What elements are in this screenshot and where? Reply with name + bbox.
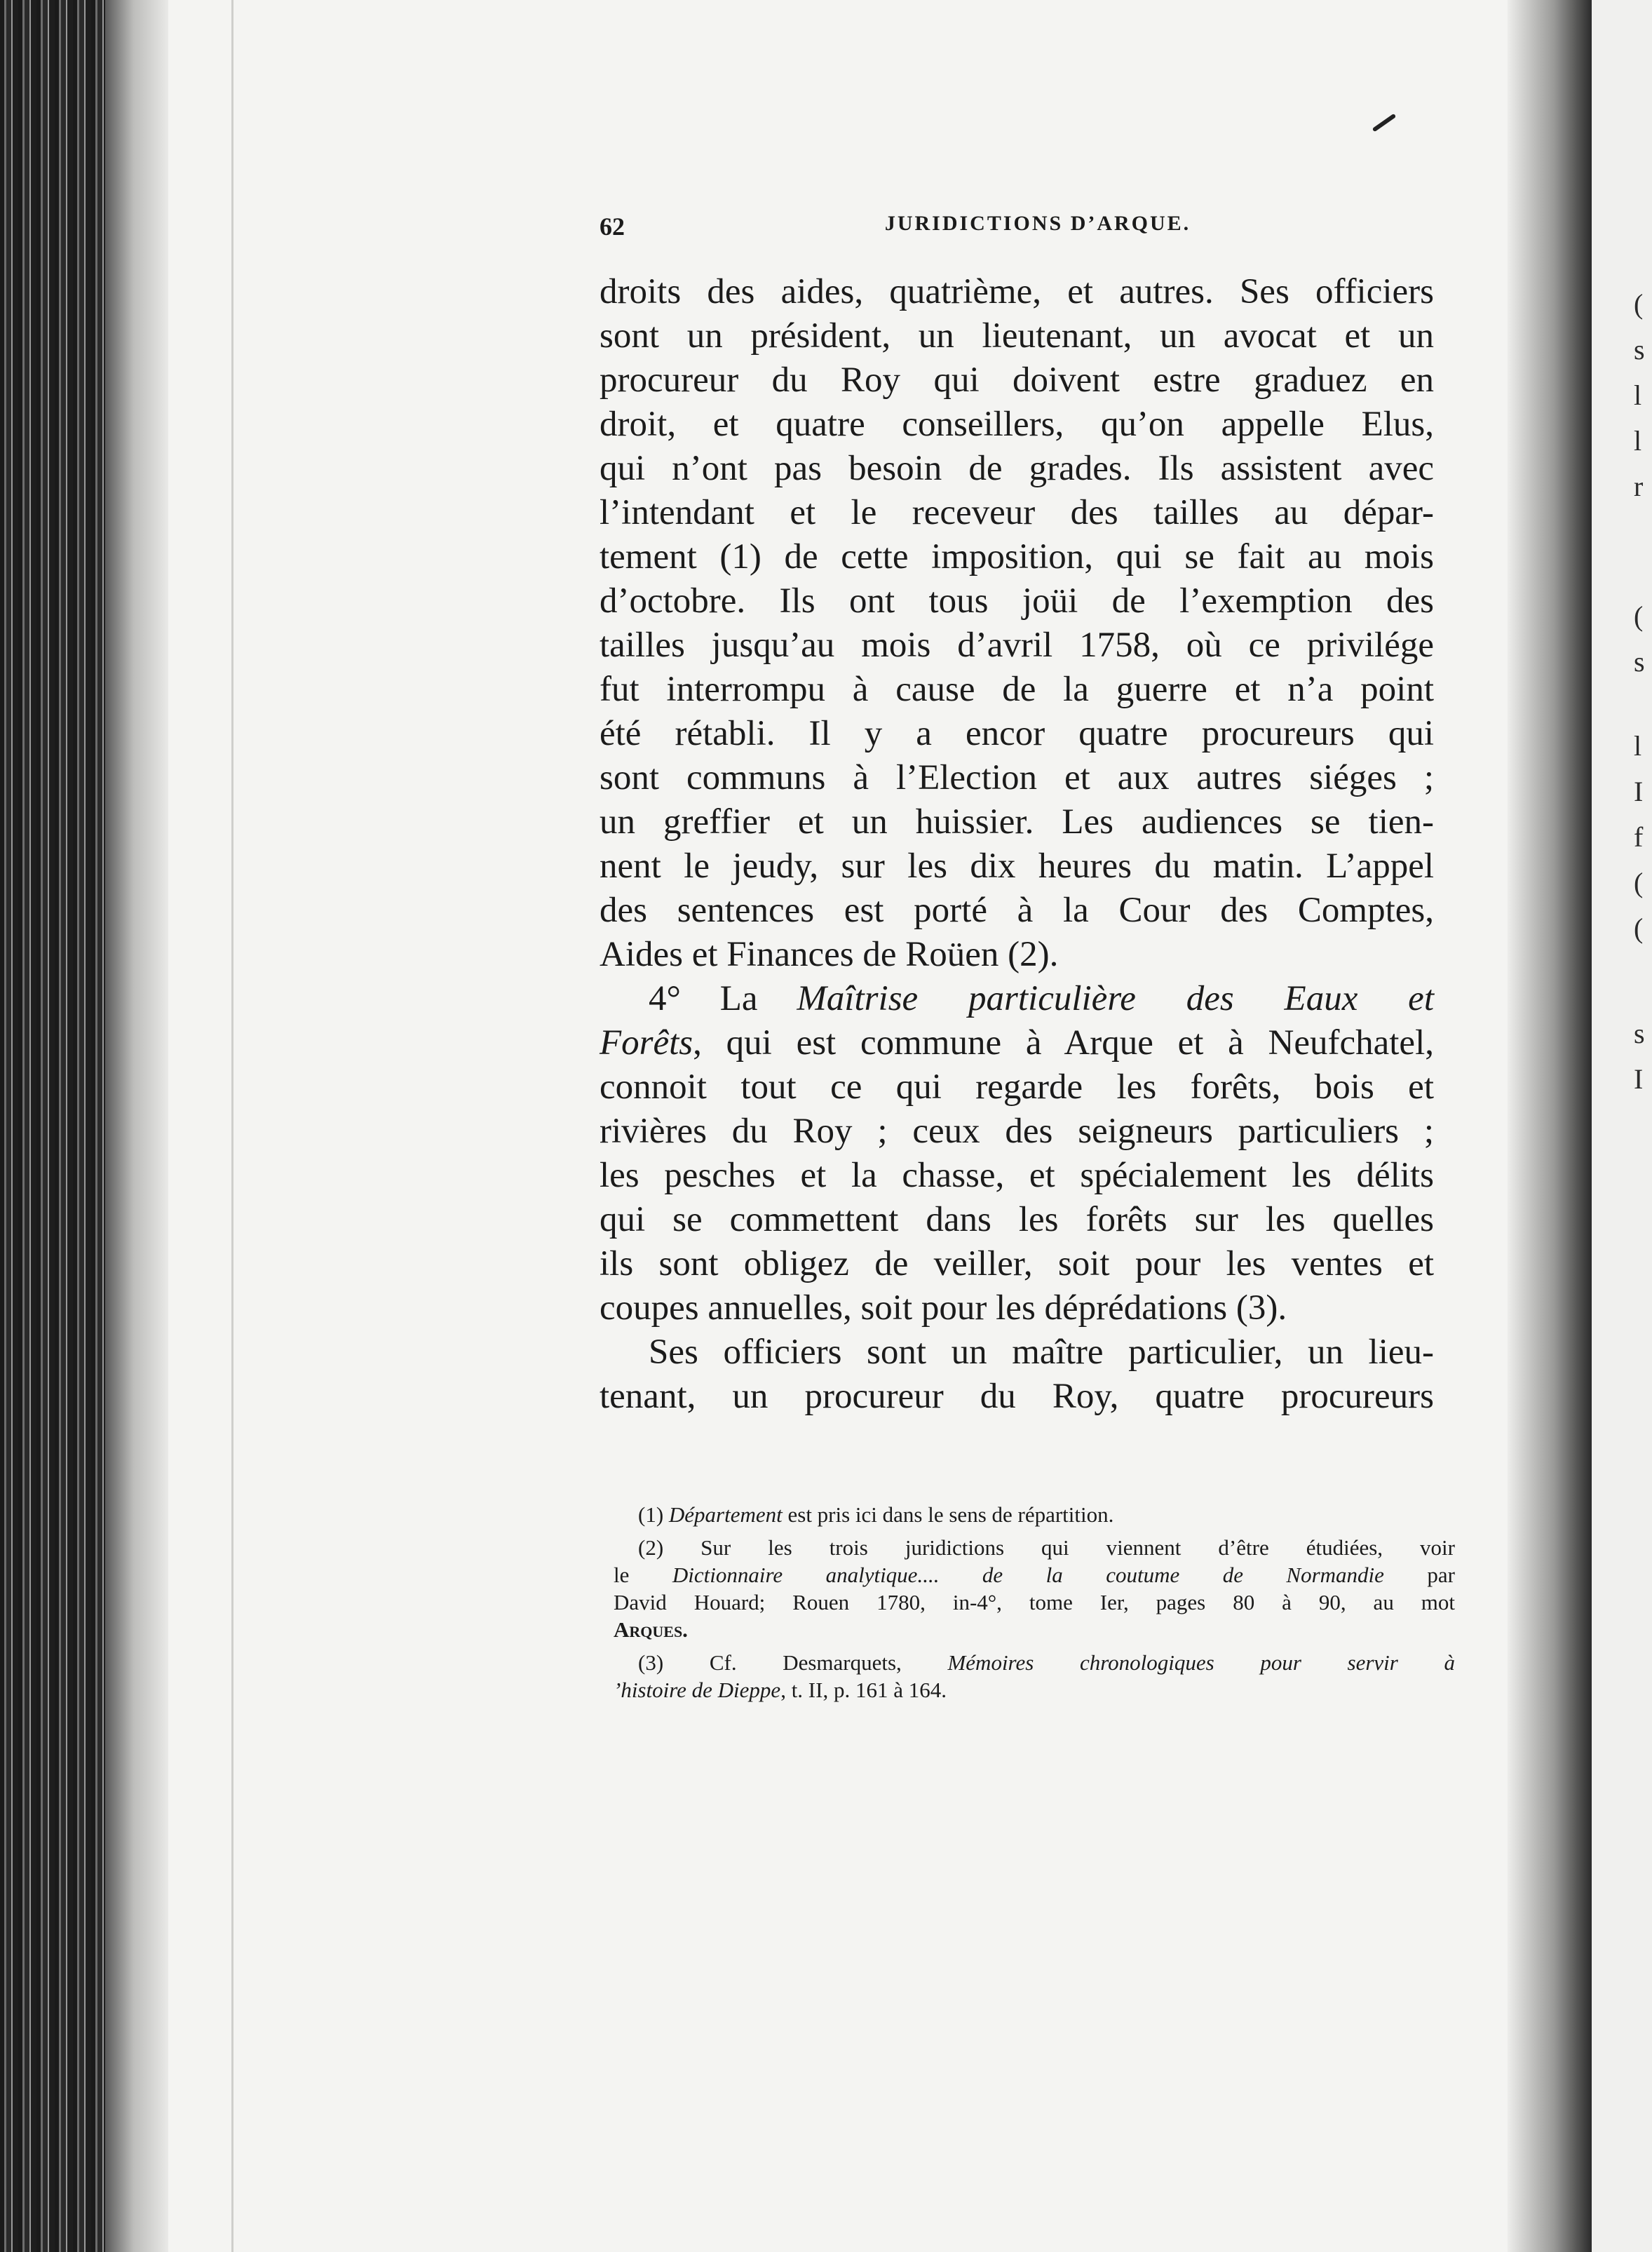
footnote-1 (614, 1501, 1455, 1528)
footnote-number: (2) (638, 1535, 701, 1560)
facing-page-fragment: ( (1634, 912, 1644, 944)
facing-page-fragment: s (1634, 1018, 1645, 1049)
text-line: nent le jeudy, sur les dix heures du matin. L’appel (600, 847, 1434, 886)
footnote-line (614, 1616, 1455, 1643)
text-line: tailles jusqu’au mois d’avril 1758, où ce privilége (600, 626, 1434, 665)
italic-title: Maîtrise particulière des Eaux et (797, 979, 1434, 1018)
text-line: connoit tout ce qui regarde les forêts, bois et (600, 1067, 1434, 1107)
facing-page-fragment: s (1634, 334, 1645, 365)
text-line (600, 1021, 1434, 1065)
text-line: d’octobre. Ils ont tous joüi de l’exemption des (600, 581, 1434, 621)
footnote-text: par (1383, 1563, 1455, 1587)
footnote-italic: Département (668, 1502, 783, 1527)
right-gutter-shadow (1508, 0, 1592, 2252)
running-title: JURIDICTIONS D’ARQUE. (884, 212, 1191, 235)
spine-shadow (105, 0, 168, 2252)
facing-page-fragment: l (1634, 425, 1642, 457)
footnote-number: (1) (638, 1502, 669, 1527)
footnote-text: le (614, 1563, 672, 1587)
text-line: l’intendant et le receveur des tailles au dépar- (600, 493, 1434, 532)
paragraph-number: 4° La (649, 979, 797, 1018)
footnote-italic: Mémoires chronologiques pour servir à (947, 1650, 1456, 1675)
text-line: un greffier et un huissier. Les audiences se tien- (600, 802, 1434, 842)
text-line: été rétabli. Il y a encor quatre procureurs qui (600, 714, 1434, 753)
facing-page-fragment: l (1634, 730, 1642, 762)
facing-page-fragment: I (1634, 776, 1644, 807)
running-header (600, 212, 1434, 254)
text-line: coupes annuelles, soit pour les déprédations (3). (600, 1288, 1287, 1328)
facing-page-fragment: ( (1634, 600, 1644, 632)
text-line: rivières du Roy ; ceux des seigneurs particuliers ; (600, 1112, 1434, 1151)
book-spine (0, 0, 105, 2252)
body-text (600, 270, 1434, 1419)
facing-page-fragment: f (1634, 821, 1644, 853)
footnote-text: , t. II, p. 161 à 164. (780, 1678, 947, 1702)
footnote-text: Cf. Desmarquets, (709, 1650, 948, 1675)
text-line: tement (1) de cette imposition, qui se fait au mois (600, 537, 1434, 577)
text-line: fut interrompu à cause de la guerre et n’a point (600, 670, 1434, 709)
text-line: les pesches et la chasse, et spécialement les délits (600, 1156, 1434, 1195)
footnote-number: (3) (638, 1650, 710, 1675)
footnote-smallcaps: Arques. (614, 1617, 688, 1642)
footnote-text: est pris ici dans le sens de répartition. (782, 1502, 1114, 1527)
page-number: 62 (600, 213, 625, 241)
text-line: Aides et Finances de Roüen (2). (600, 935, 1059, 974)
facing-page-fragment: l (1634, 379, 1642, 411)
facing-page-fragment: ( (1634, 867, 1644, 898)
facing-page-fragment: r (1634, 471, 1644, 502)
facing-page-fragment: ( (1634, 288, 1644, 320)
pen-mark (1372, 114, 1397, 133)
footnote-italic: ’histoire de Dieppe (614, 1678, 781, 1702)
text-line: ils sont obligez de veiller, soit pour les ventes et (600, 1244, 1434, 1283)
footnote-line (614, 1676, 1455, 1704)
footnotes (614, 1501, 1455, 1704)
italic-title: Forêts (600, 1023, 693, 1063)
text-line: qui se commettent dans les forêts sur les quelles (600, 1200, 1434, 1239)
text-line: des sentences est porté à la Cour des Comptes, (600, 891, 1434, 930)
text-line: sont un président, un lieutenant, un avocat et un (600, 316, 1434, 356)
facing-page-fragment: s (1634, 646, 1645, 677)
text-line: Ses officiers sont un maître particulier, un lieu- (649, 1333, 1434, 1372)
text-line: sont communs à l’Election et aux autres siéges ; (600, 758, 1434, 797)
footnote-text: Sur les trois juridictions qui viennent d’être étudiées, voir (700, 1535, 1455, 1560)
footnote-3 (614, 1649, 1455, 1676)
footnote-italic: Dictionnaire analytique.... de la coutume de Normandie (672, 1563, 1384, 1587)
page-edge (231, 0, 233, 2252)
text-span: , qui est commune à Arque et à Neufchatel, (693, 1023, 1434, 1063)
text-line: droits des aides, quatrième, et autres. Ses officiers (600, 272, 1434, 311)
text-line: droit, et quatre conseillers, qu’on appelle Elus, (600, 405, 1434, 444)
footnote-2 (614, 1534, 1455, 1561)
footnote-line: David Houard; Rouen 1780, in-4°, tome Ier, pages 80 à 90, au mot (614, 1590, 1455, 1614)
footnote-line (614, 1561, 1455, 1589)
text-line: tenant, un procureur du Roy, quatre procureurs (600, 1377, 1434, 1416)
text-line: procureur du Roy qui doivent estre graduez en (600, 360, 1434, 400)
text-line: qui n’ont pas besoin de grades. Ils assistent avec (600, 449, 1434, 488)
facing-page-fragment: I (1634, 1063, 1644, 1095)
paragraph-4-first-line (600, 977, 1434, 1021)
